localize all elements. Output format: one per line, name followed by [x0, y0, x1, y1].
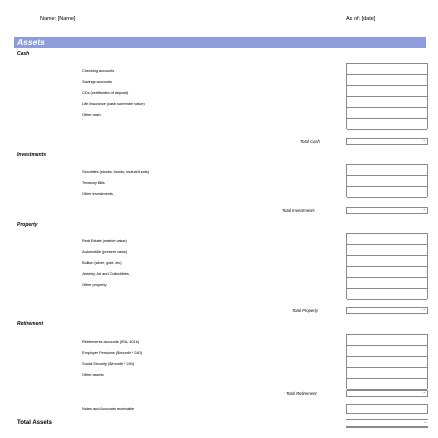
item-retirement-accounts: Retirements accounts (IRA, 401k) [82, 339, 139, 344]
item-other-assets: Other assets [82, 372, 104, 377]
other-assets-input[interactable] [347, 368, 427, 379]
real-estate-input[interactable] [347, 234, 427, 245]
item-checking: Checking accounts [82, 68, 115, 73]
savings-input[interactable] [347, 75, 427, 86]
item-employer-pensions: Employer Pensions ($/month * 240) [82, 350, 142, 355]
total-property-label: Total Property [292, 308, 318, 313]
automobile-input[interactable] [347, 245, 427, 256]
total-investments-value: - [346, 207, 428, 214]
social-security-input[interactable] [347, 357, 427, 368]
notes-receivable-input[interactable] [346, 404, 428, 414]
item-automobile: Automobile (present value) [82, 249, 128, 254]
investments-input-column [346, 164, 428, 197]
retirement-blank-input[interactable] [347, 379, 427, 390]
jewelry-input[interactable] [347, 267, 427, 278]
employer-pensions-input[interactable] [347, 346, 427, 357]
life-insurance-input[interactable] [347, 97, 427, 108]
total-assets-value: - [346, 419, 428, 428]
name-field-label: Name: [Name] [40, 16, 76, 22]
assets-title: Assets [17, 37, 45, 47]
section-label-property: Property [17, 222, 38, 228]
item-bullion: Bullion (silver, gold, etc) [82, 260, 122, 265]
as-of-date-label: As of: [date] [346, 16, 376, 22]
cds-input[interactable] [347, 86, 427, 97]
item-life-insurance: Life Insurance (cash surrender value) [82, 101, 145, 106]
property-input-column [346, 233, 428, 299]
other-cash-input[interactable] [347, 108, 427, 119]
section-label-cash: Cash [17, 51, 30, 57]
total-assets-label: Total Assets [17, 420, 53, 426]
total-cash-label: Total Cash [300, 139, 320, 144]
other-investments-input[interactable] [347, 187, 427, 198]
cash-input-column [346, 63, 428, 129]
item-savings: Savings accounts [82, 79, 112, 84]
section-label-investments: Investments [17, 152, 47, 158]
item-jewelry: Jewelry, Art and Collectibles [82, 271, 129, 276]
total-retirement-label: Total Retirement [286, 391, 317, 396]
item-other-cash: Other cash [82, 112, 101, 117]
item-social-security: Social Security ($/month * 240) [82, 361, 135, 366]
item-securities: Securities (stocks, bonds, mutual funds) [82, 169, 149, 174]
securities-input[interactable] [347, 165, 427, 176]
total-retirement-value: - [346, 390, 428, 397]
retirement-input-column [346, 334, 428, 389]
total-property-value: - [346, 307, 428, 314]
item-other-property: Other property [82, 282, 107, 287]
assets-header-banner [14, 37, 426, 48]
treasury-bills-input[interactable] [347, 176, 427, 187]
total-cash-value: - [346, 138, 428, 145]
cash-blank-input[interactable] [347, 119, 427, 130]
retirement-accounts-input[interactable] [347, 335, 427, 346]
item-treasury-bills: Treasury Bills [82, 180, 105, 185]
item-cds: CDs (certificates of deposit) [82, 90, 129, 95]
other-property-input[interactable] [347, 278, 427, 289]
total-investments-label: Total Investments [282, 208, 315, 213]
item-real-estate: Real Estate (market value) [82, 238, 127, 243]
checking-input[interactable] [347, 64, 427, 75]
bullion-input[interactable] [347, 256, 427, 267]
item-notes-receivable: Notes and Accounts receivable [82, 406, 135, 411]
section-label-retirement: Retirement [17, 321, 44, 327]
property-blank-input[interactable] [347, 289, 427, 300]
item-other-investments: Other investments [82, 191, 113, 196]
